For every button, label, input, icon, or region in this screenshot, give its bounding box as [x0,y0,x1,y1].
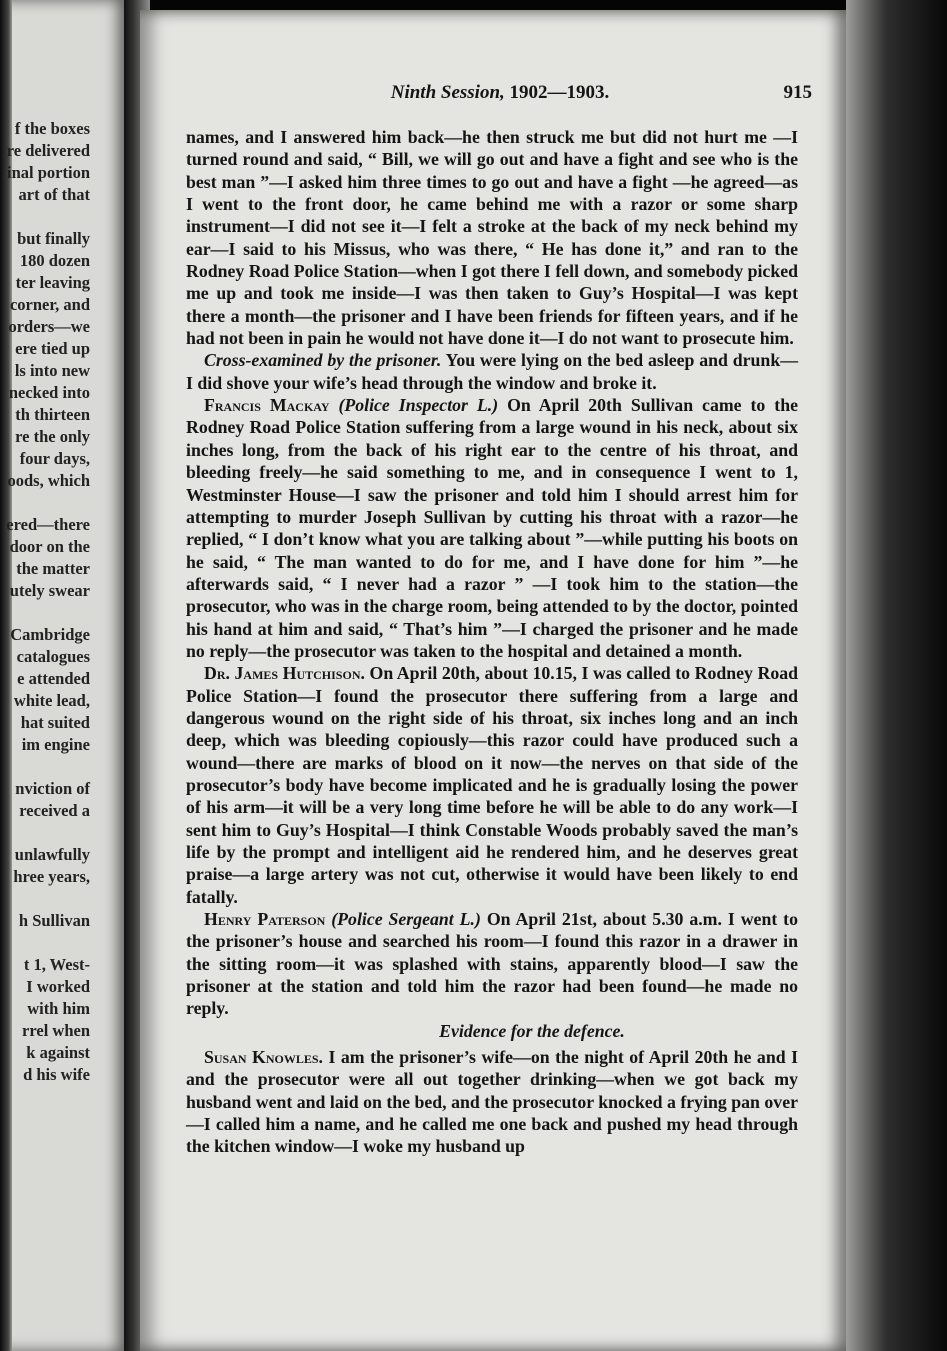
mackay-testimony [186,394,798,662]
left-page-line: hree years, [13,867,90,886]
witness-role-mackay: (Police Inspector L.) [338,395,499,416]
left-page-line: nviction of [15,779,90,798]
left-page-line: re delivered [6,141,90,160]
left-page-line: im engine [21,735,90,754]
left-page-line: unlawfully [14,845,90,864]
left-page-line: with him [27,999,90,1018]
witness-name-mackay: Francis Mackay [204,395,330,416]
page-number: 915 [783,82,812,103]
left-page-line: e attended [17,669,90,688]
left-page-line: t 1, West- [23,955,90,974]
left-page-line: necked into [8,383,90,402]
left-page-line [0,932,90,954]
left-page-line: th thirteen [15,405,90,424]
hutchison-text: On April 20th, about 10.15, I was called to Rodney Road Police Station—I found the prosecutor there suffering from a large and dangerous wound on the right side of his throat, six inches long and an inch deep, which was bleeding copiously—this razor could have produced such a wound—there are marks of blood on it now—the nerves on that side of the prosecutor’s body have become implicated and he is gradually losing the power of his arm—it will be a very long time before he will be able to do any work—I sent him to Guy’s Hospital—I think Constable Woods probably saved the man’s life by the prompt and intelligent aid he rendered him, and he deserves great praise—a large artery was not cut, otherwise it would have been likely to end fatally. [186,663,798,907]
witness-name-knowles: Susan Knowles. [204,1047,324,1068]
left-page-text [0,118,90,1086]
left-page-line: corner, and [9,295,90,314]
left-page-line: door on the [9,537,90,556]
left-page-line: f the boxes [14,119,90,138]
session-years: 1902—1903. [509,82,610,103]
paterson-testimony [186,908,798,1020]
left-page-line: art of that [18,185,90,204]
left-page-line [0,492,90,514]
left-page-line: I worked [26,977,90,996]
left-page-line: but finally [17,229,90,248]
mackay-text: On April 20th Sullivan came to the Rodney Road Police Station suffering from a large wound in his neck, about six inches long, from the back of his right ear to the centre of his throat, and bleeding freely—he said something to me, and in consequence I went to 1, Westminster House—I saw the prisoner and told him I should arrest him for attempting to murder Joseph Sullivan by cutting his throat with a razor—he replied, “ I don’t know what you are talking about ”—while putting his boots on he said, “ The man wanted to do for me, and I have done for him ”—he afterwards said, “ I never had a razor ” —I took him to the station—the prosecutor, who was in the charge room, being attended to by the doctor, pointed his hand at him and said, “ That’s him ”—I charged the prisoner and he made no reply—the prosecutor was taken to the hospital and detained a month. [186,395,798,661]
paterson-text: On April 21st, about 5.30 a.m. I went to the prisoner’s house and searched his room—I found this razor in a drawer in the sitting room—it was splashed with stains, apparently blood—I saw the prisoner at the station and told him the razor had been found—he made no reply. [186,909,798,1019]
left-page-line [0,888,90,910]
left-page-line: ered—there [6,515,90,534]
left-page-line [0,756,90,778]
left-page-line: received a [19,801,90,820]
witness-name-paterson: Henry Paterson [204,909,326,930]
testimony-paragraph-1: names, and I answered him back—he then struck me but did not hurt me —I turned round and said, “ Bill, we will go out and have a fight and see who is the best man ”—I asked him three times to go out and have a fight —he agreed—as I went to the front door, he came behind me with a razor or some sharp instrument—I did not see it—I felt a stroke at the back of my neck behind my ear—I said to his Missus, who was there, “ He has done it,” and ran to the Rodney Road Police Station—when I got there I fell down, and somebody picked me up and took me inside—I was then taken to Guy’s Hospital—I was kept there a month—the prisoner and I have been friends for fifteen years, and if he had not been in pain he would not have done it—I do not want to prosecute him. [186,127,798,349]
cross-examination-text: You were lying on the bed asleep and drunk—I did shove your wife’s head through the window and broke it. [186,350,798,393]
left-page-line: k against [26,1043,90,1062]
left-page-line: d his wife [23,1065,90,1084]
left-page-line: Cambridge [10,625,90,644]
left-page-line: ere tied up [15,339,90,358]
right-page [140,10,846,1351]
left-page-line: catalogues [16,647,90,666]
witness-name-hutchison: Dr. James Hutchison. [204,663,365,684]
cross-examination-paragraph [186,349,798,394]
witness-role-paterson: (Police Sergeant L.) [331,909,481,930]
left-page-line: hat suited [20,713,90,732]
knowles-text: I am the prisoner’s wife—on the night of April 20th he and I and the prosecutor were all out together drinking—when we got back my husband went and laid on the bed, and the prosecutor knocked a frying pan over—I called him a name, and he called me one back and pushed my head through the kitchen window—I woke my husband up [186,1047,798,1157]
running-header [180,82,820,112]
left-page-line: the matter [16,559,90,578]
hutchison-testimony [186,662,798,908]
left-page-line [0,602,90,624]
session-title [180,82,820,104]
left-page-line: inal portion [7,163,90,182]
left-page-line: oods, which [7,471,90,490]
left-page-line: 180 dozen [19,251,90,270]
left-page-line: utely swear [9,581,90,600]
left-page-line [0,206,90,228]
left-page-line: h Sullivan [18,911,90,930]
left-page-line: re the only [15,427,90,446]
left-facing-page [0,0,128,1351]
left-page-line: ls into new [14,361,90,380]
page-body [186,126,798,1158]
left-page-line: white lead, [13,691,90,710]
session-name: Ninth Session, [390,82,505,103]
cross-examined-label: Cross-examined by the prisoner. [204,350,442,371]
left-page-line: four days, [19,449,90,468]
knowles-testimony [186,1046,798,1158]
left-page-line: ter leaving [15,273,90,292]
right-page-edge [846,0,947,1351]
left-page-line: rrel when [22,1021,90,1040]
left-page-line [0,822,90,844]
defence-heading: Evidence for the defence. [439,1020,625,1041]
left-page-line: orders—we [8,317,90,336]
